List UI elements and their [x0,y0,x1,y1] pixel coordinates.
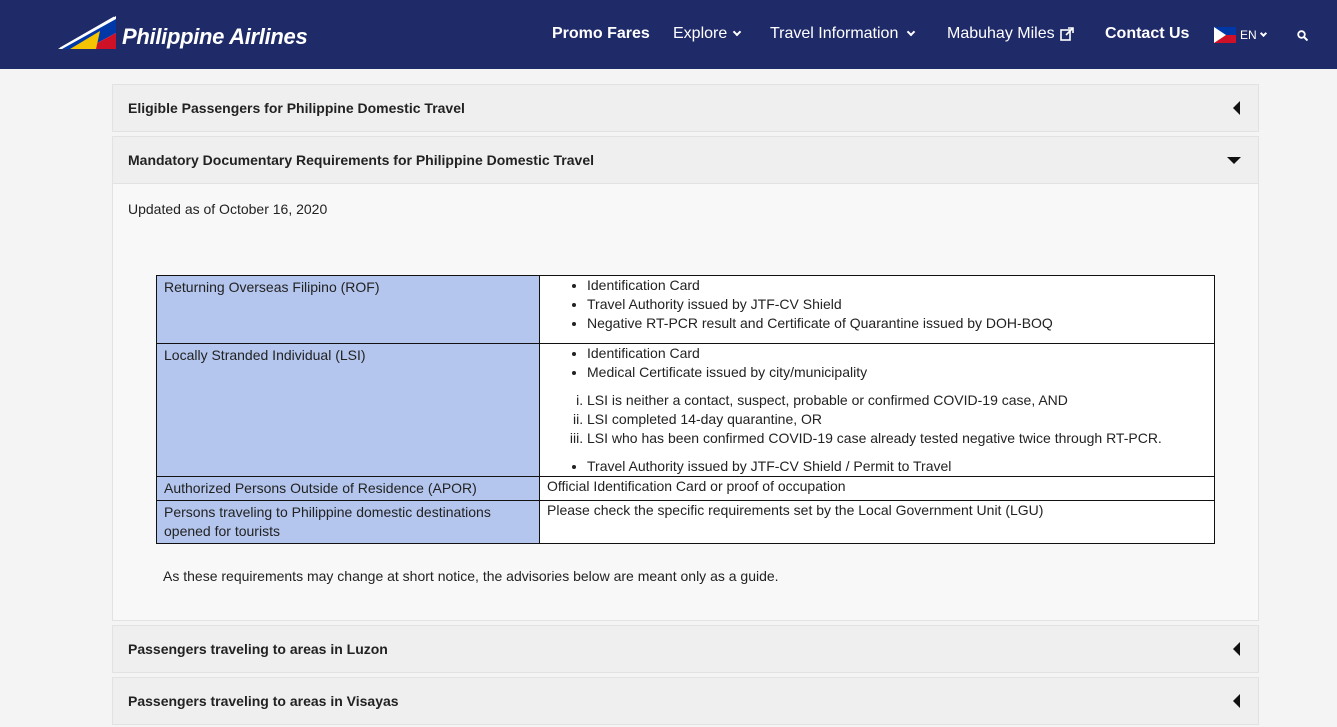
list-item: • Identification Card [587,344,1207,363]
nav-mabuhay-miles[interactable] [947,25,1074,43]
requirement-list [547,344,1207,382]
list-item: • Negative RT-PCR result and Certificate of Quarantine issued by DOH-BOQ [587,314,1207,333]
accordion-title: Eligible Passengers for Philippine Domestic Travel [128,100,465,116]
caret-left-icon [1233,694,1240,708]
nav-promo-fares[interactable]: Promo Fares [552,25,650,42]
nav-explore-label: Explore [673,25,728,42]
list-item: iii. LSI who has been confirmed COVID-19 case already tested negative twice through RT-PCR. [587,429,1207,448]
detail-cell: Please check the specific requirements set by the Local Government Unit (LGU) [540,501,1215,544]
list-item: • Travel Authority issued by JTF-CV Shield / Permit to Travel [587,457,1207,476]
table-row [157,501,1215,544]
nav-travel-information[interactable] [770,25,914,43]
chevron-down-icon [907,28,915,36]
external-link-icon [1060,27,1074,41]
category-cell: Persons traveling to Philippine domestic destinations opened for tourists [157,501,540,544]
accordion-header[interactable] [113,678,1258,724]
table-row [157,344,1215,477]
accordion-content [113,183,1258,620]
requirement-list [547,457,1207,476]
caret-left-icon [1233,101,1240,115]
accordion-header[interactable] [113,85,1258,131]
category-cell: Authorized Persons Outside of Residence (APOR) [157,477,540,501]
category-cell: Locally Stranded Individual (LSI) [157,344,540,477]
list-item: • Travel Authority issued by JTF-CV Shield [587,295,1207,314]
accordion-luzon [112,625,1259,673]
accordion-header[interactable] [113,626,1258,672]
nav-mabuhay-label: Mabuhay Miles [947,25,1055,42]
accordion-visayas [112,677,1259,725]
requirements-table [156,275,1215,544]
search-icon[interactable] [1297,30,1308,41]
condition-list [547,391,1207,448]
updated-date: Updated as of October 16, 2020 [128,201,328,217]
list-item: • Identification Card [587,276,1207,295]
caret-left-icon [1233,642,1240,656]
accordion-title: Passengers traveling to areas in Luzon [128,641,388,657]
logo-text: Philippine Airlines [122,24,308,49]
language-selector[interactable] [1214,27,1266,43]
nav-contact-us[interactable]: Contact Us [1105,25,1190,42]
chevron-down-icon [1260,29,1267,36]
accordion-mandatory-requirements [112,136,1259,621]
nav-explore[interactable] [673,25,740,43]
accordion-title: Mandatory Documentary Requirements for Philippine Domestic Travel [128,152,594,168]
accordion-title: Passengers traveling to areas in Visayas [128,693,399,709]
table-row [157,477,1215,501]
airline-logo-icon [56,13,118,51]
language-label: EN [1240,28,1257,42]
ph-flag-icon [1214,27,1236,43]
caret-down-icon [1227,157,1241,164]
table-row [157,276,1215,344]
chevron-down-icon [733,28,741,36]
list-item: • Medical Certificate issued by city/municipality [587,363,1207,382]
list-item: ii. LSI completed 14-day quarantine, OR [587,410,1207,429]
list-item: i. LSI is neither a contact, suspect, probable or confirmed COVID-19 case, AND [587,391,1207,410]
nav-travel-info-label: Travel Information [770,25,899,42]
accordion-eligible-passengers [112,84,1259,132]
category-cell: Returning Overseas Filipino (ROF) [157,276,540,344]
requirement-list [547,276,1207,333]
accordion-header[interactable] [113,137,1258,183]
logo[interactable] [56,12,307,52]
site-header [0,0,1337,69]
advisory-note: As these requirements may change at short notice, the advisories below are meant only as a guide. [163,568,779,584]
detail-cell [540,276,1215,344]
detail-cell [540,344,1215,477]
detail-cell: Official Identification Card or proof of occupation [540,477,1215,501]
